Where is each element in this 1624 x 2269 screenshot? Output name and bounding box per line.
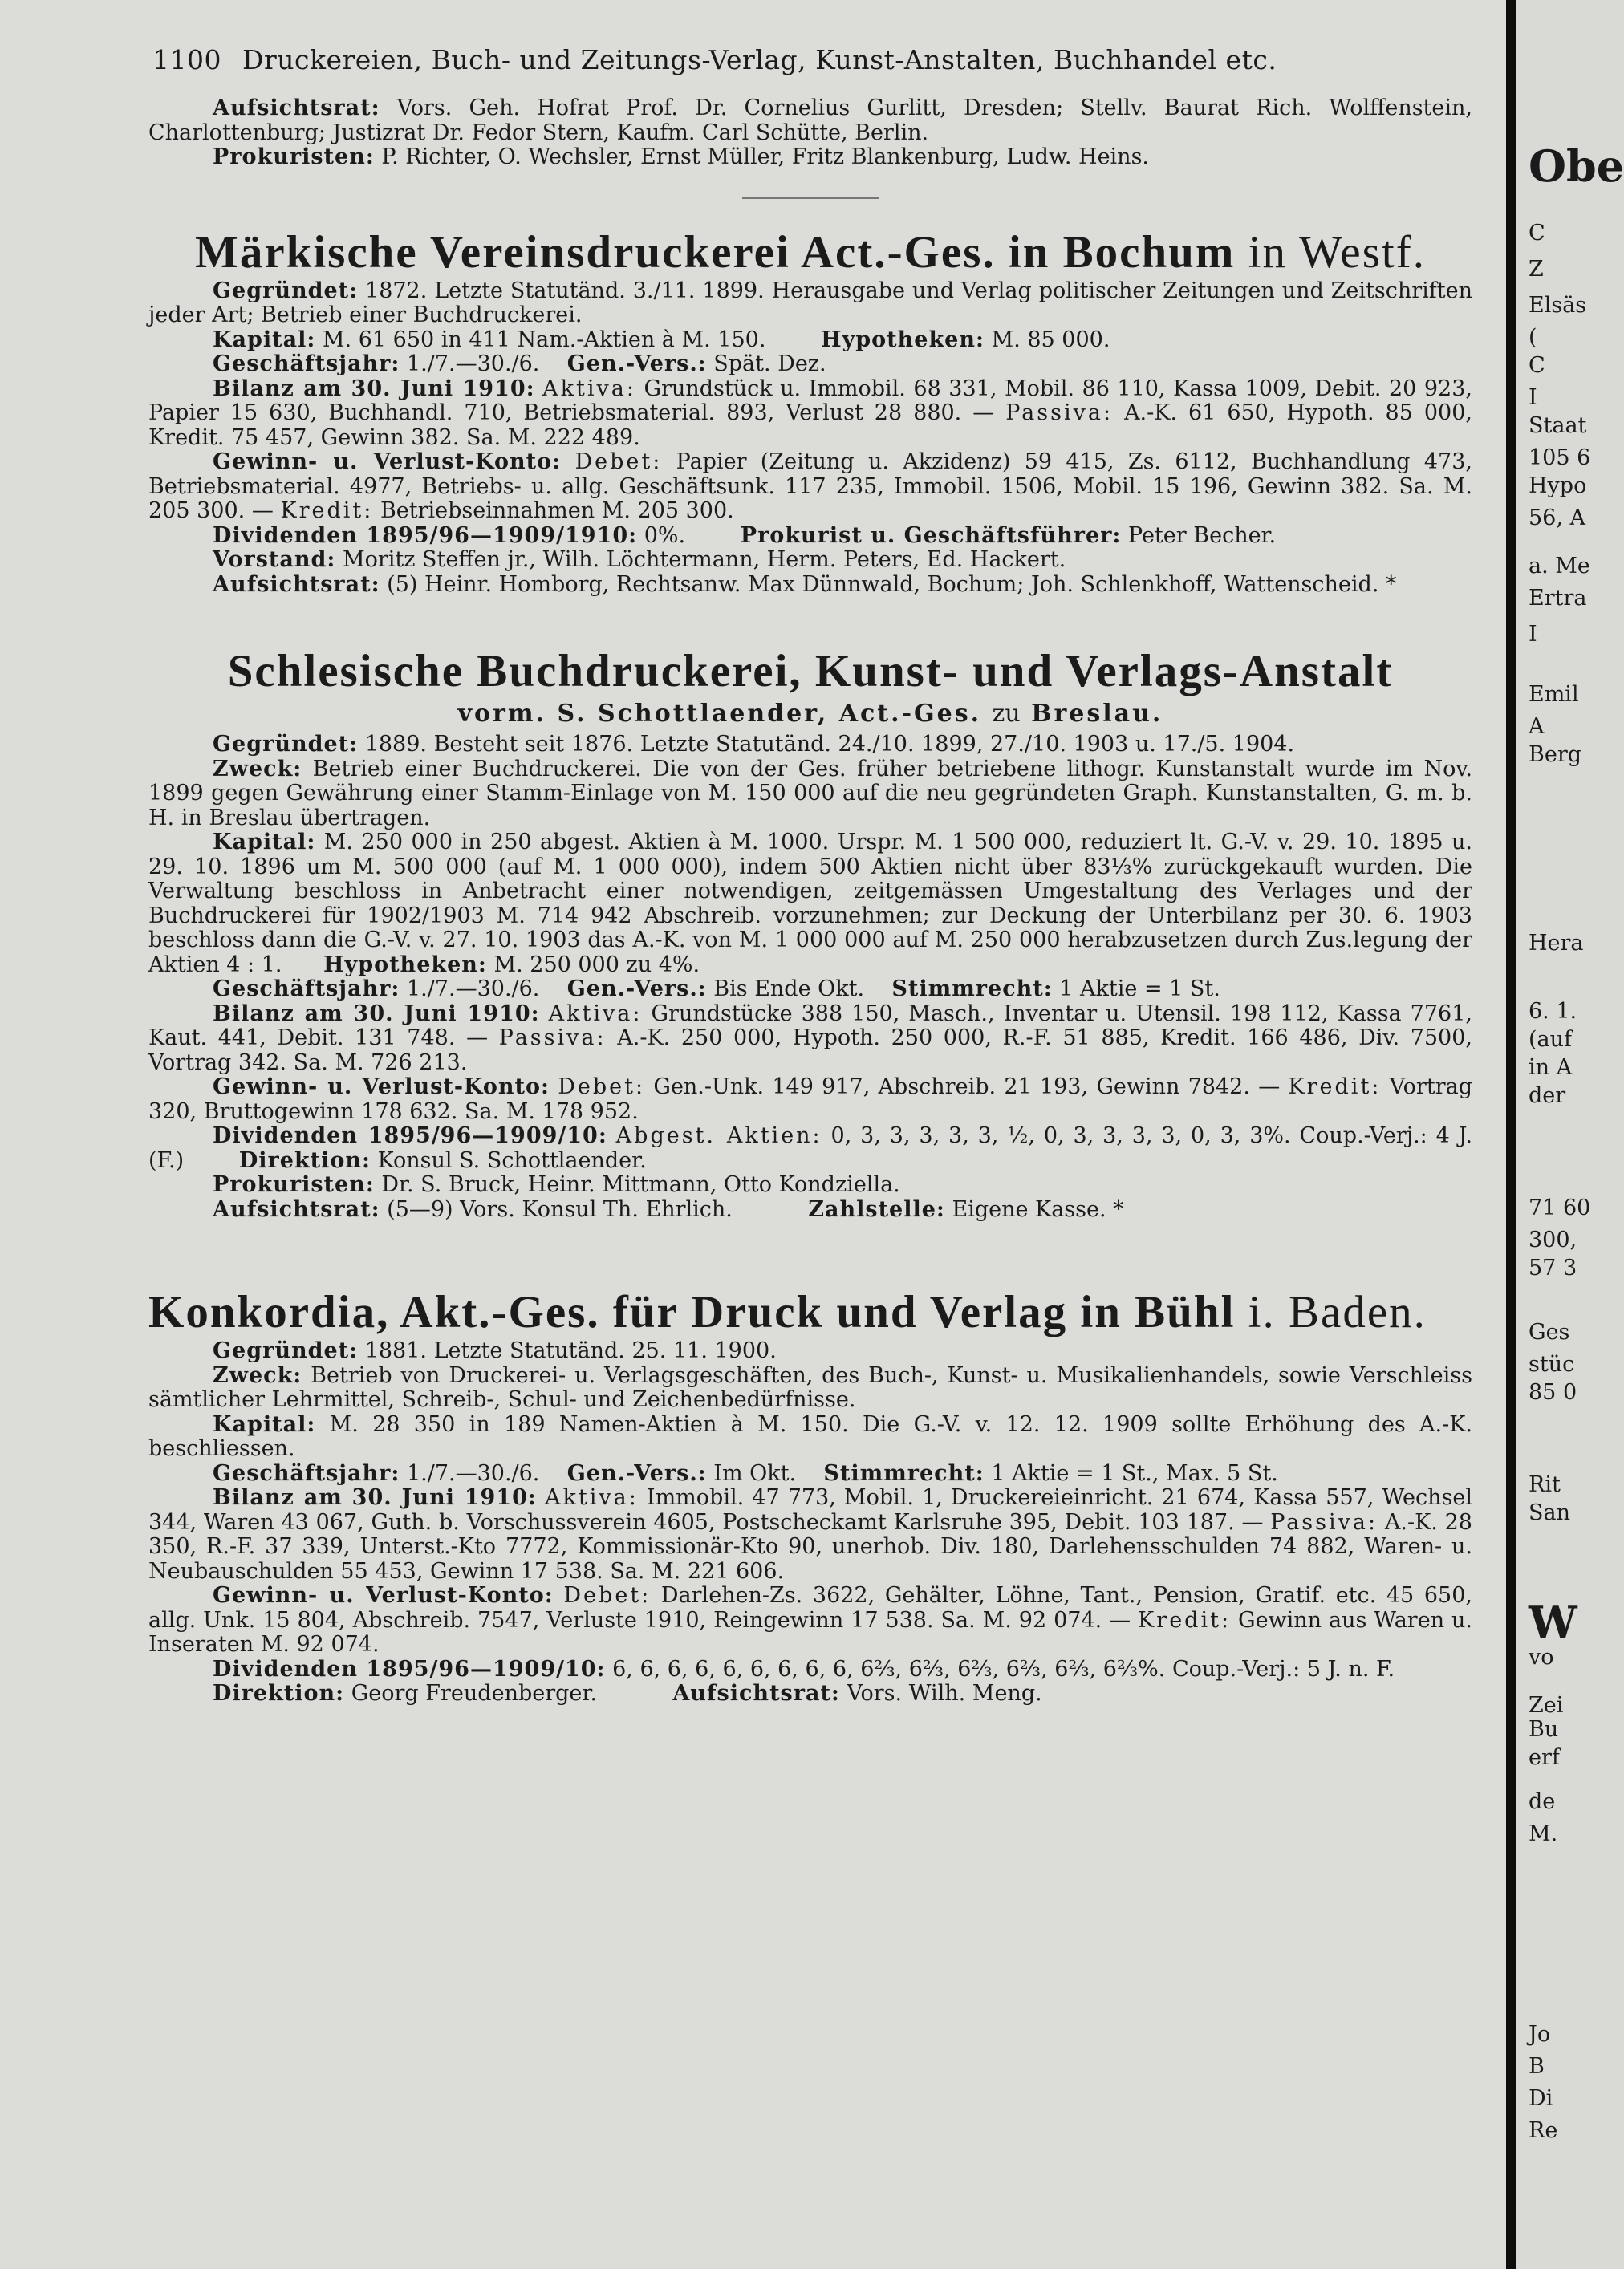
e1-dividenden: Dividenden 1895/96—1909/1910: 0%. Prokurist u. Geschäftsführer: Peter Becher. <box>213 522 1277 548</box>
e3-kapital: Kapital: M. 28 350 in 189 Namen-Aktien à M. 150. Die G.-V. v. 12. 12. 1909 sollte Erhöhung des A.-K. beschliessen. <box>148 1411 1472 1461</box>
adjacent-text-fragment: W <box>1529 1597 1577 1648</box>
e1-geschaeftsjahr: Geschäftsjahr: 1./7.—30./6. Gen.-Vers.: Spät. Dez. <box>213 351 826 376</box>
adjacent-text-fragment: de <box>1529 1789 1556 1814</box>
adjacent-text-fragment: 71 60 <box>1529 1195 1591 1220</box>
e2-dividenden: Dividenden 1895/96—1909/10: Abgest. Aktien: 0, 3, 3, 3, 3, 3, ½, 0, 3, 3, 3, 3, 0, 3, 3%. Coup.-Verj.: 4 J. (F.) Direktion: Konsul S. Schottlaender. <box>148 1123 1472 1173</box>
adjacent-text-fragment: 6. 1. <box>1529 999 1577 1024</box>
adjacent-text-fragment: erf <box>1529 1745 1560 1770</box>
adjacent-text-fragment: C <box>1529 353 1545 378</box>
e2-prokuristen: Prokuristen: Dr. S. Bruck, Heinr. Mittmann, Otto Kondziella. <box>213 1172 900 1197</box>
adjacent-text-fragment: der <box>1529 1083 1566 1108</box>
adjacent-text-fragment: C <box>1529 221 1545 246</box>
adjacent-text-fragment: Z <box>1529 257 1544 282</box>
adjacent-text-fragment: 105 6 <box>1529 445 1591 470</box>
e1-aufsichtsrat: Aufsichtsrat: (5) Heinr. Homborg, Rechtsanw. Max Dünnwald, Bochum; Joh. Schlenkhoff, Wattenscheid. * <box>213 571 1397 597</box>
adjacent-page-fragment <box>1529 0 1624 2269</box>
intro-prokuristen: Prokuristen: P. Richter, O. Wechsler, Ernst Müller, Fritz Blankenburg, Ludw. Heins. <box>213 144 1150 169</box>
adjacent-text-fragment: Hera <box>1529 931 1584 956</box>
adjacent-text-fragment: 85 0 <box>1529 1380 1577 1405</box>
e3-guv: Gewinn- u. Verlust-Konto: Debet: Darlehen-Zs. 3622, Gehälter, Löhne, Tant., Pension, Gratif. etc. 45 650, allg. Unk. 15 804, Abschreib. 7547, Verluste 1910, Reingewinn 17 538. Sa. M. 92 074. — Kredit: Gewinn aus Waren u. Inseraten M. 92 074. <box>148 1583 1472 1657</box>
adjacent-text-fragment: Berg <box>1529 742 1582 767</box>
e2-guv: Gewinn- u. Verlust-Konto: Debet: Gen.-Unk. 149 917, Abschreib. 21 193, Gewinn 7842. — Kredit: Vortrag 320, Bruttogewinn 178 632. Sa. M. 178 952. <box>148 1074 1472 1124</box>
adjacent-text-fragment: Rit <box>1529 1472 1561 1497</box>
adjacent-text-fragment: Jo <box>1529 2022 1551 2047</box>
adjacent-text-fragment: ( <box>1529 325 1537 350</box>
entry-subtitle-schlesische: vorm. S. Schottlaender, Act.-Ges. zu Breslau. <box>457 700 1163 728</box>
adjacent-text-fragment: 56, A <box>1529 505 1586 530</box>
adjacent-text-fragment: B <box>1529 2054 1545 2079</box>
spacer <box>148 597 1472 645</box>
running-header <box>152 44 1472 75</box>
adjacent-text-fragment: Di <box>1529 2086 1553 2111</box>
entry-title-schlesische: Schlesische Buchdruckerei, Kunst- und Verlags-Anstalt <box>227 646 1394 696</box>
separator-rule <box>742 197 879 199</box>
adjacent-text-fragment: 300, <box>1529 1228 1577 1252</box>
adjacent-text-fragment: in A <box>1529 1055 1573 1080</box>
page-number: 1100 <box>152 44 221 75</box>
spacer <box>148 1222 1472 1286</box>
e1-vorstand: Vorstand: Moritz Steffen jr., Wilh. Löchtermann, Herm. Peters, Ed. Hackert. <box>213 547 1066 572</box>
adjacent-text-fragment: Obe <box>1529 140 1624 192</box>
adjacent-text-fragment: vo <box>1529 1645 1554 1670</box>
main-column <box>148 44 1472 1707</box>
e3-zweck: Zweck: Betrieb von Druckerei- u. Verlagsgeschäften, des Buch-, Kunst- u. Musikalienhandels, sowie Verschleiss sämtlicher Lehrmittel, Schreib-, Schul- und Zeichenbedürfnisse. <box>148 1362 1472 1412</box>
e1-gegruendet: Gegründet: 1872. Letzte Statutänd. 3./11. 1899. Herausgabe und Verlag politischer Zeitungen und Zeitschriften jeder Art; Betrieb einer Buchdruckerei. <box>148 278 1472 327</box>
e3-dividenden: Dividenden 1895/96—1909/10: 6, 6, 6, 6, 6, 6, 6, 6, 6, 6⅔, 6⅔, 6⅔, 6⅔, 6⅔, 6⅔%. Coup.-Verj.: 5 J. n. F. <box>213 1656 1395 1682</box>
adjacent-text-fragment: San <box>1529 1500 1570 1525</box>
adjacent-text-fragment: I <box>1529 622 1537 647</box>
e3-direktion: Direktion: Georg Freudenberger. Aufsichtsrat: Vors. Wilh. Meng. <box>213 1681 1042 1706</box>
intro-aufsichtsrat: Aufsichtsrat: Vors. Geh. Hofrat Prof. Dr. Cornelius Gurlitt, Dresden; Stellv. Baurat Rich. Wolffenstein, Charlottenburg; Justizrat Dr. Fedor Stern, Kaufm. Carl Schütte, Berlin. <box>148 95 1472 145</box>
adjacent-text-fragment: Bu <box>1529 1717 1559 1742</box>
e2-geschaeftsjahr: Geschäftsjahr: 1./7.—30./6. Gen.-Vers.: Bis Ende Okt. Stimmrecht: 1 Aktie = 1 St. <box>213 976 1220 1001</box>
e3-bilanz: Bilanz am 30. Juni 1910: Aktiva: Immobil. 47 773, Mobil. 1, Druckereieinricht. 21 674, Kassa 557, Wechsel 344, Waren 43 067, Guth. b. Vorschussverein 4605, Postscheckamt Karlsruhe 395, Debit. 103 187. — Passiva: A.-K. 28 350, R.-F. 37 339, Unterst.-Kto 7772, Kommissionär-Kto 90, unerhob. Div. 180, Darlehensschulden 74 882, Waren- u. Neubauschulden 55 453, Gewinn 17 538. Sa. M. 221 606. <box>148 1485 1472 1584</box>
adjacent-text-fragment: Ertra <box>1529 586 1587 611</box>
adjacent-text-fragment: M. <box>1529 1821 1558 1846</box>
e1-kapital: Kapital: M. 61 650 in 411 Nam.-Aktien à M. 150. Hypotheken: M. 85 000. <box>213 327 1110 352</box>
adjacent-text-fragment: 57 3 <box>1529 1256 1577 1281</box>
adjacent-text-fragment: Zei <box>1529 1693 1564 1718</box>
e1-bilanz: Bilanz am 30. Juni 1910: Aktiva: Grundstück u. Immobil. 68 331, Mobil. 86 110, Kassa 1009, Debit. 20 923, Papier 15 630, Buchhandl. 710, Betriebsmaterial. 893, Verlust 28 880. — Passiva: A.-K. 61 650, Hypoth. 85 000, Kredit. 75 457, Gewinn 382. Sa. M. 222 489. <box>148 375 1472 450</box>
adjacent-text-fragment: Emil <box>1529 682 1579 707</box>
e2-zweck: Zweck: Betrieb einer Buchdruckerei. Die von der Ges. früher betriebene lithogr. Kunstanstalt wurde im Nov. 1899 gegen Gewährung einer Stamm-Einlage von M. 150 000 auf die neu gegründeten Graph. Kunstanstalten, G. m. b. H. in Breslau übertragen. <box>148 756 1472 830</box>
adjacent-text-fragment: Ges <box>1529 1320 1570 1345</box>
e2-bilanz: Bilanz am 30. Juni 1910: Aktiva: Grundstücke 388 150, Masch., Inventar u. Utensil. 198 112, Kassa 7761, Kaut. 441, Debit. 131 748. — Passiva: A.-K. 250 000, Hypoth. 250 000, R.-F. 51 885, Kredit. 166 486, Div. 7500, Vortrag 342. Sa. M. 726 213. <box>148 1001 1472 1075</box>
adjacent-text-fragment: Elsäs <box>1529 293 1587 318</box>
adjacent-text-fragment: Staat <box>1529 413 1587 438</box>
e1-guv: Gewinn- u. Verlust-Konto: Debet: Papier (Zeitung u. Akzidenz) 59 415, Zs. 6112, Buchhandlung 473, Betriebsmaterial. 4977, Betriebs- u. allg. Geschäftsunk. 117 235, Immobil. 1506, Mobil. 15 196, Gewinn 382. Sa. M. 205 300. — Kredit: Betriebseinnahmen M. 205 300. <box>148 449 1472 523</box>
e3-gegruendet: Gegründet: 1881. Letzte Statutänd. 25. 11. 1900. <box>213 1338 777 1363</box>
entry-title-konkordia: Konkordia, Akt.-Ges. für Druck und Verlag in Bühl i. Baden. <box>148 1287 1427 1337</box>
e2-kapital: Kapital: M. 250 000 in 250 abgest. Aktien à M. 1000. Urspr. M. 1 500 000, reduziert lt. G.-V. v. 29. 10. 1895 u. 29. 10. 1896 um M. 500 000 (auf M. 1 000 000), indem 500 Aktien nicht über 83⅓% zurückgekauft wurden. Die Verwaltung beschloss in Anbetracht einer notwendigen, zeitgemässen Umgestaltung des Verlages und der Buchdruckerei für 1902/1903 M. 714 942 Abschreib. vorzunehmen; zur Deckung der Unterbilanz per 30. 6. 1903 beschloss dann die G.-V. v. 27. 10. 1903 das A.-K. von M. 1 000 000 auf M. 250 000 herabzusetzen durch Zus.legung der Aktien 4 : 1. Hypotheken: M. 250 000 zu 4%. <box>148 830 1472 977</box>
e2-aufsichtsrat: Aufsichtsrat: (5—9) Vors. Konsul Th. Ehrlich. Zahlstelle: Eigene Kasse. * <box>213 1196 1124 1222</box>
adjacent-text-fragment: stüc <box>1529 1352 1575 1377</box>
adjacent-text-fragment: (auf <box>1529 1027 1573 1052</box>
adjacent-text-fragment: Re <box>1529 2118 1558 2143</box>
adjacent-text-fragment: a. Me <box>1529 554 1590 578</box>
column-divider <box>1506 0 1516 2269</box>
e3-geschaeftsjahr: Geschäftsjahr: 1./7.—30./6. Gen.-Vers.: Im Okt. Stimmrecht: 1 Aktie = 1 St., Max. 5 St. <box>213 1460 1278 1486</box>
entry-title-maerkische: Märkische Vereinsdruckerei Act.-Ges. in Bochum in Westf. <box>195 226 1426 278</box>
adjacent-text-fragment: Hypo <box>1529 473 1587 498</box>
adjacent-text-fragment: I <box>1529 385 1537 410</box>
running-title: Druckereien, Buch- und Zeitungs-Verlag, Kunst-Anstalten, Buchhandel etc. <box>242 44 1277 75</box>
adjacent-text-fragment: A <box>1529 714 1545 739</box>
e2-gegruendet: Gegründet: 1889. Besteht seit 1876. Letzte Statutänd. 24./10. 1899, 27./10. 1903 u. 17./5. 1904. <box>213 732 1295 757</box>
